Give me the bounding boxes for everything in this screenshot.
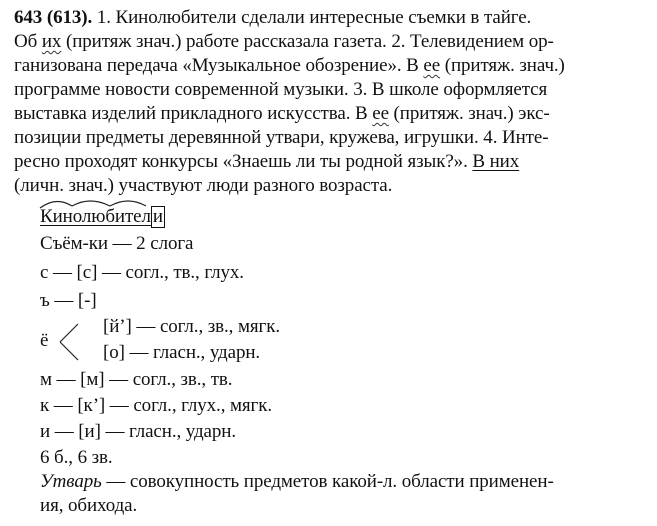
branch-lines-icon (58, 320, 80, 364)
exercise-line-7: ресно проходят конкурсы «Знаешь ли ты родной язык?». В них (14, 151, 520, 172)
sound-count: 6 б., 6 зв. (40, 447, 113, 468)
syllables-line: Съём-ки — 2 слога (40, 233, 194, 254)
exercise-line-6: позиции предметы деревянной утвари, кружева, игрушки. 4. Инте- (14, 127, 549, 148)
pronoun-underlined: их (41, 31, 62, 52)
definition-line-2: ия, обихода. (40, 495, 138, 516)
phonetic-row: [й’] — согл., зв., мягк. (103, 316, 281, 337)
exercise-number: 643 (613). (14, 7, 93, 28)
phonetic-letter-yo: ё (40, 330, 49, 351)
phonetic-row: к — [к’] — согл., глух., мягк. (40, 395, 273, 416)
morpheme-word: Кинолюбител и (40, 206, 163, 227)
pronoun-underlined: В них (472, 151, 520, 172)
exercise-line-1: 643 (613). 1. Кинолюбители сделали интересные съемки в тайге. (14, 7, 532, 28)
pronoun-underlined: ее (423, 55, 441, 76)
phonetic-row: с — [с] — согл., тв., глух. (40, 262, 244, 283)
phonetic-row: ъ — [-] (40, 290, 97, 311)
exercise-line-4: программе новости современной музыки. 3. В школе оформляется (14, 79, 548, 100)
definition-term: Утварь (40, 471, 102, 492)
pronoun-underlined: ее (372, 103, 389, 124)
exercise-line-8: (личн. знач.) участвуют люди разного возраста. (14, 175, 393, 196)
exercise-line-3: ганизована передача «Музыкальное обозрение». В ее (притяж. знач.) (14, 55, 565, 76)
exercise-line-5: выставка изделий прикладного искусства. В ее (притяж. знач.) экс- (14, 103, 550, 124)
exercise-line-2: Об их (притяж знач.) работе рассказала газета. 2. Телевидением ор- (14, 31, 554, 52)
ending-box: и (152, 206, 163, 227)
phonetic-row: м — [м] — согл., зв., тв. (40, 369, 233, 390)
phonetic-row: и — [и] — гласн., ударн. (40, 421, 237, 442)
definition-line-1: Утварь — совокупность предметов какой-л. области применен- (40, 471, 554, 492)
phonetic-row: [о] — гласн., ударн. (103, 342, 261, 363)
